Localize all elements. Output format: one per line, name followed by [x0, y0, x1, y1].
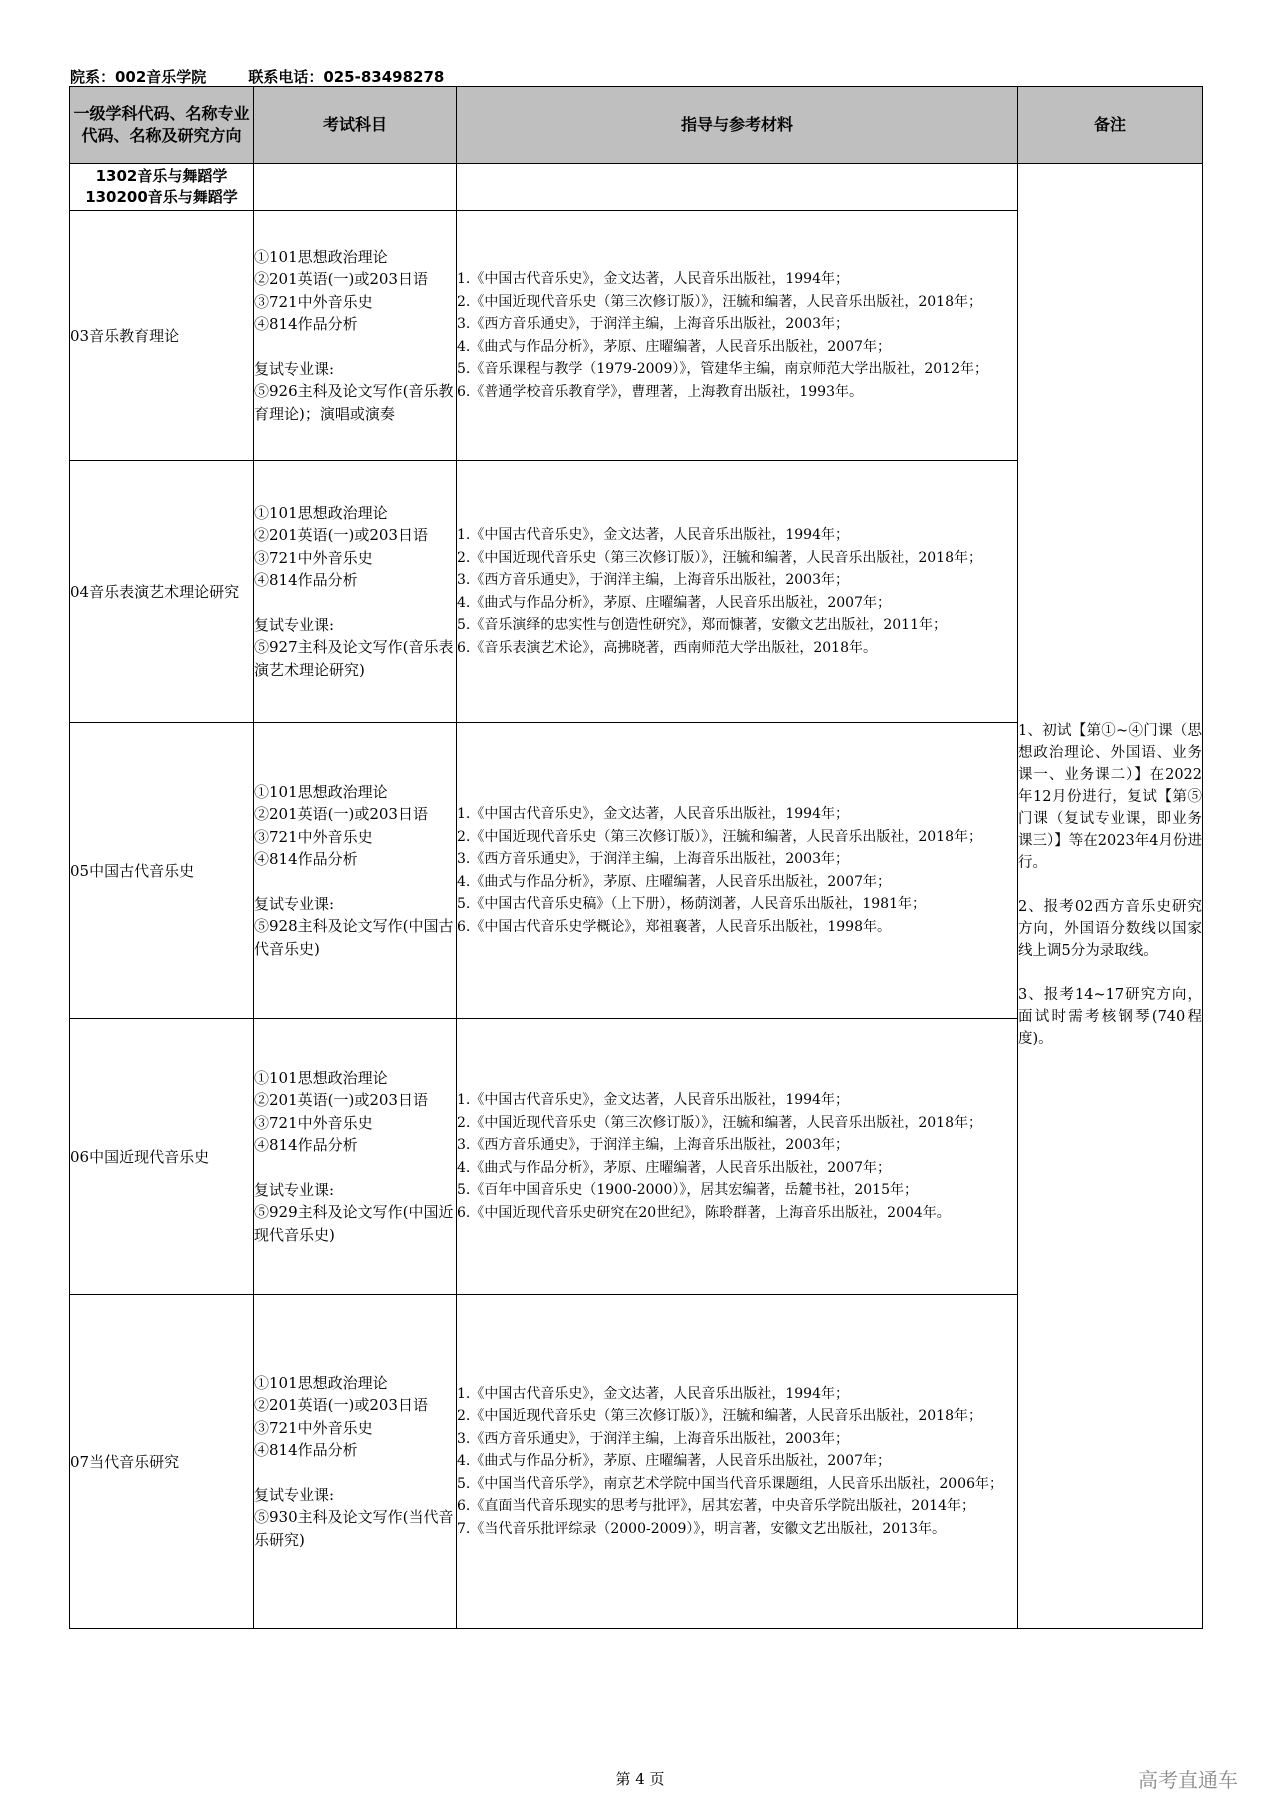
exam-subject: ④814作品分析 [254, 1136, 358, 1155]
exam-subject: ③721中外音乐史 [254, 1113, 373, 1132]
research-direction: 07当代音乐研究 [70, 1295, 254, 1629]
spacer [254, 1462, 456, 1484]
watermark: 高考直通车 [1138, 1768, 1238, 1792]
reference-item: 2.《中国近现代音乐史（第三次修订版）》，汪毓和编著，人民音乐出版社，2018年； [457, 549, 982, 566]
reference-item: 4.《曲式与作品分析》，茅原、庄曜编著，人民音乐出版社，2007年； [457, 1453, 891, 1470]
reference-item: 2.《中国近现代音乐史（第三次修订版）》，汪毓和编著，人民音乐出版社，2018年； [457, 828, 982, 845]
table-body [70, 87, 1203, 1629]
retest-label: 复试专业课: [254, 615, 335, 634]
retest-label: 复试专业课: [254, 1180, 335, 1199]
exam-subjects [254, 1019, 457, 1295]
reference-item: 5.《音乐课程与教学（1979-2009）》，管建华主编，南京师范大学出版社，2012年； [457, 361, 988, 377]
header-row [70, 87, 1203, 164]
note-paragraph: 2、报考02西方音乐史研究方向，外国语分数线以国家线上调5分为录取线。 [1018, 899, 1202, 959]
reference-item: 2.《中国近现代音乐史（第三次修订版）》，汪毓和编著，人民音乐出版社，2018年； [457, 293, 982, 310]
discipline-subjects-empty [254, 164, 457, 211]
reference-item: 5.《中国当代音乐学》，南京艺术学院中国当代音乐课题组，人民音乐出版社，2006年； [457, 1475, 1003, 1492]
reference-item: 7.《当代音乐批评综录（2000-2009）》，明言著，安徽文艺出版社，2013年。 [457, 1520, 946, 1537]
retest-subject: ⑤929主科及论文写作(中国近现代音乐史) [254, 1203, 454, 1244]
reference-item: 4.《曲式与作品分析》，茅原、庄曜编著，人民音乐出版社，2007年； [457, 338, 891, 355]
discipline-refs-empty [457, 164, 1018, 211]
reference-materials [457, 461, 1018, 723]
reference-item: 3.《西方音乐通史》，于润洋主编，上海音乐出版社，2003年； [457, 1430, 849, 1447]
reference-item: 6.《普通学校音乐教育学》，曹理著，上海教育出版社，1993年。 [457, 383, 863, 400]
reference-item: 5.《百年中国音乐史（1900-2000）》，居其宏编著，岳麓书社，2015年； [457, 1182, 918, 1198]
reference-item: 1.《中国古代音乐史》，金文达著，人民音乐出版社，1994年； [457, 1385, 849, 1402]
exam-subject: ④814作品分析 [254, 571, 358, 590]
phone-label: 联系电话：025-83498278 [248, 68, 445, 86]
exam-subject: ②201英语(一)或203日语 [254, 1091, 428, 1110]
exam-subject: ③721中外音乐史 [254, 1418, 373, 1437]
column-header-direction: 一级学科代码、名称专业代码、名称及研究方向 [70, 87, 254, 164]
exam-subject: ①101思想政治理论 [254, 782, 388, 801]
exam-subjects [254, 461, 457, 723]
reference-materials [457, 1295, 1018, 1629]
exam-subjects [254, 1295, 457, 1629]
reference-item: 1.《中国古代音乐史》，金文达著，人民音乐出版社，1994年； [457, 527, 849, 543]
exam-subject: ②201英语(一)或203日语 [254, 805, 428, 824]
reference-item: 4.《曲式与作品分析》，茅原、庄曜编著，人民音乐出版社，2007年； [457, 1159, 891, 1176]
discipline-cell [70, 164, 254, 211]
page-header [70, 66, 444, 87]
exam-subject: ①101思想政治理论 [254, 247, 388, 266]
exam-subject: ④814作品分析 [254, 1441, 358, 1460]
exam-subject: ③721中外音乐史 [254, 292, 373, 311]
retest-label: 复试专业课: [254, 1485, 335, 1504]
reference-item: 3.《西方音乐通史》，于润洋主编，上海音乐出版社，2003年； [457, 851, 849, 867]
retest-label: 复试专业课: [254, 894, 335, 913]
exam-subject: ②201英语(一)或203日语 [254, 526, 428, 545]
reference-item: 6.《中国古代音乐史学概论》，郑祖襄著，人民音乐出版社，1998年。 [457, 918, 891, 935]
reference-item: 2.《中国近现代音乐史（第三次修订版）》，汪毓和编著，人民音乐出版社，2018年； [457, 1114, 982, 1131]
reference-item: 1.《中国古代音乐史》，金文达著，人民音乐出版社，1994年； [457, 806, 849, 822]
reference-item: 1.《中国古代音乐史》，金文达著，人民音乐出版社，1994年； [457, 271, 849, 287]
research-direction: 03音乐教育理论 [70, 211, 254, 461]
discipline-code: 1302音乐与舞蹈学 [95, 167, 228, 185]
exam-subjects [254, 723, 457, 1019]
spacer [254, 1157, 456, 1179]
retest-subject: ⑤930主科及论文写作(当代音乐研究) [254, 1508, 454, 1549]
reference-item: 3.《西方音乐通史》，于润洋主编，上海音乐出版社，2003年； [457, 1137, 849, 1153]
research-direction: 06中国近现代音乐史 [70, 1019, 254, 1295]
exam-subject: ③721中外音乐史 [254, 548, 373, 567]
exam-subject: ①101思想政治理论 [254, 503, 388, 522]
research-direction: 04音乐表演艺术理论研究 [70, 461, 254, 723]
exam-subject: ②201英语(一)或203日语 [254, 270, 428, 289]
reference-item: 1.《中国古代音乐史》，金文达著，人民音乐出版社，1994年； [457, 1092, 849, 1108]
exam-subject: ④814作品分析 [254, 850, 358, 869]
retest-label: 复试专业课: [254, 359, 335, 378]
department-label: 院系：002音乐学院 [70, 68, 207, 86]
note-paragraph: 3、报考14~17研究方向，面试时需考核钢琴(740程度)。 [1018, 987, 1202, 1047]
column-header-subjects: 考试科目 [254, 87, 457, 164]
page-number: 第 4 页 [615, 1770, 665, 1788]
spacer [254, 336, 456, 358]
reference-materials [457, 211, 1018, 461]
reference-item: 4.《曲式与作品分析》，茅原、庄曜编著，人民音乐出版社，2007年； [457, 873, 891, 890]
spacer [254, 871, 456, 893]
reference-item: 5.《中国古代音乐史稿》（上下册），杨荫浏著，人民音乐出版社，1981年； [457, 896, 926, 912]
column-header-references: 指导与参考材料 [457, 87, 1018, 164]
reference-item: 6.《音乐表演艺术论》，高拂晓著，西南师范大学出版社，2018年。 [457, 639, 877, 656]
exam-subjects [254, 211, 457, 461]
spacer [254, 592, 456, 614]
retest-subject: ⑤928主科及论文写作(中国古代音乐史) [254, 917, 454, 958]
column-header-notes: 备注 [1018, 87, 1203, 164]
reference-item: 6.《直面当代音乐现实的思考与批评》，居其宏著，中央音乐学院出版社，2014年； [457, 1498, 975, 1515]
note-paragraph: 1、初试【第①~④门课（思想政治理论、外国语、业务课一、业务课二）】在2022年12月份进行，复试【第⑤门课（复试专业课，即业务课三）】等在2023年4月份进行。 [1018, 723, 1202, 871]
reference-item: 3.《西方音乐通史》，于润洋主编，上海音乐出版社，2003年； [457, 316, 849, 332]
exam-subject: ①101思想政治理论 [254, 1373, 388, 1392]
major-code: 130200音乐与舞蹈学 [85, 188, 238, 206]
retest-subject: ⑤927主科及论文写作(音乐表演艺术理论研究) [254, 638, 454, 679]
reference-item: 6.《中国近现代音乐史研究在20世纪》，陈聆群著，上海音乐出版社，2004年。 [457, 1204, 951, 1221]
reference-item: 5.《音乐演绎的忠实性与创造性研究》，郑而慷著，安徽文艺出版社，2011年； [457, 617, 947, 633]
notes-cell [1018, 164, 1203, 1629]
research-direction: 05中国古代音乐史 [70, 723, 254, 1019]
reference-materials [457, 1019, 1018, 1295]
reference-item: 4.《曲式与作品分析》，茅原、庄曜编著，人民音乐出版社，2007年； [457, 594, 891, 611]
reference-item: 2.《中国近现代音乐史（第三次修订版）》，汪毓和编著，人民音乐出版社，2018年； [457, 1408, 982, 1425]
reference-item: 3.《西方音乐通史》，于润洋主编，上海音乐出版社，2003年； [457, 572, 849, 588]
retest-subject: ⑤926主科及论文写作(音乐教育理论)；演唱或演奏 [254, 382, 454, 423]
exam-subject: ①101思想政治理论 [254, 1068, 388, 1087]
discipline-row [70, 164, 1203, 211]
reference-materials [457, 723, 1018, 1019]
exam-subject: ④814作品分析 [254, 315, 358, 334]
exam-catalog-table [69, 86, 1203, 1629]
exam-subject: ③721中外音乐史 [254, 827, 373, 846]
exam-subject: ②201英语(一)或203日语 [254, 1396, 428, 1415]
